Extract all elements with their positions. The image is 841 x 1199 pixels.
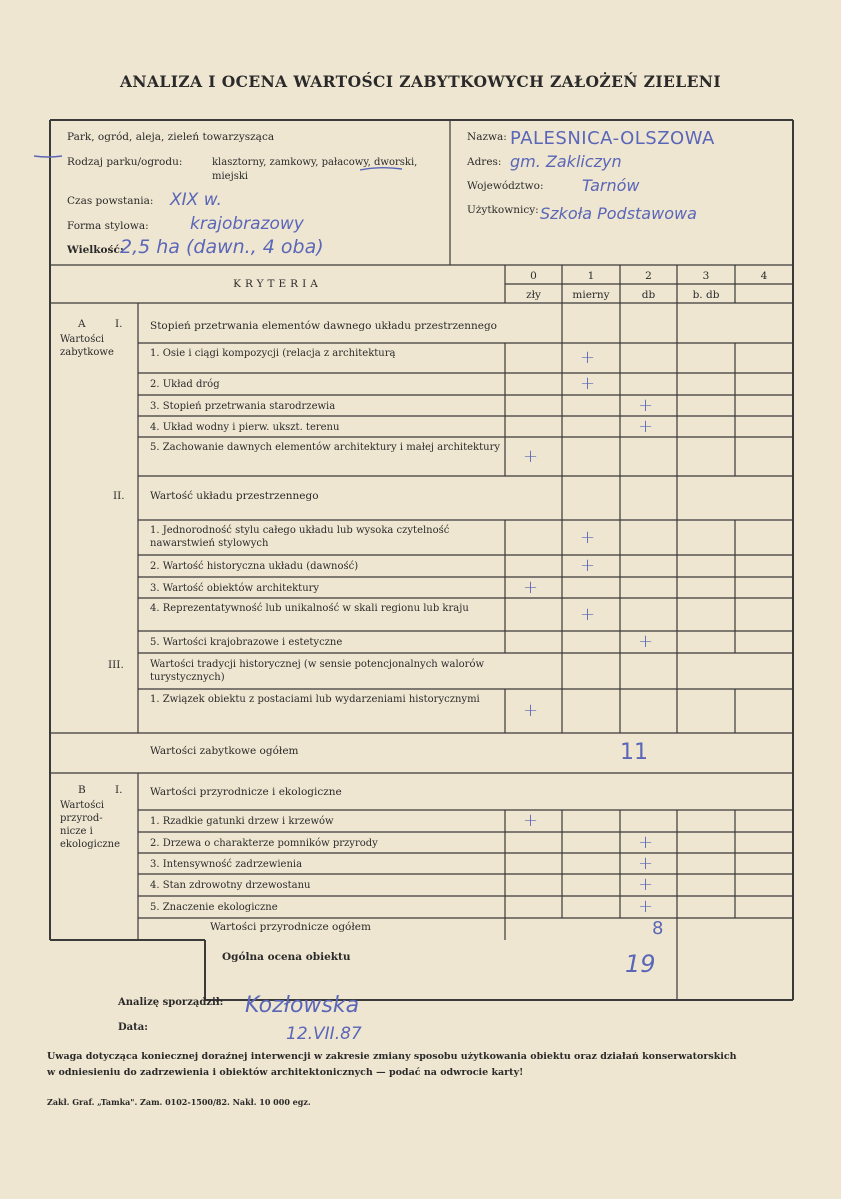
score-mark: + <box>638 394 654 416</box>
criterion-label: 1. Osie i ciągi kompozycji (relacja z architekturą <box>150 348 396 359</box>
wojewodztwo-label: Województwo: <box>467 180 544 192</box>
form-title: ANALIZA I OCENA WARTOŚCI ZABYTKOWYCH ZAŁOŻEŃ ZIELENI <box>119 72 721 91</box>
wielkosc-label: Wielkość: <box>67 244 124 256</box>
data-label: Data: <box>118 1022 148 1033</box>
sectionA-g1-title: Stopień przetrwania elementów dawnego układu przestrzennego <box>150 320 497 332</box>
criterion-label: 2. Drzewa o charakterze pomników przyrody <box>150 838 378 849</box>
score-mark: + <box>523 445 539 467</box>
kryteria-label: KRYTERIA <box>233 278 322 290</box>
scale-number-0: 0 <box>530 270 537 282</box>
sectionB-total-value: 8 <box>652 918 664 939</box>
sectionA-g2-title: Wartość układu przestrzennego <box>150 490 319 502</box>
scale-number-1: 1 <box>587 270 595 282</box>
score-mark: + <box>638 896 654 917</box>
data-value: 12.VII.87 <box>286 1024 362 1044</box>
score-mark: + <box>580 526 596 548</box>
score-mark: + <box>580 603 596 625</box>
wojewodztwo-value: Tarnów <box>582 176 640 195</box>
rodzaj-label: Rodzaj parku/ogrodu: <box>67 156 183 168</box>
forma-label: Forma stylowa: <box>67 220 149 232</box>
wielkosc-value: 2,5 ha (dawn., 4 oba) <box>120 236 324 258</box>
scale-number-4: 4 <box>760 270 768 282</box>
adres-label: Adres: <box>467 156 502 168</box>
scale-number-2: 2 <box>645 270 652 282</box>
printer-info: Zakł. Graf. „Tamka". Zam. 0102-1500/82. Nakł. 10 000 egz. <box>47 1097 311 1107</box>
criterion-label: 3. Intensywność zadrzewienia <box>150 859 303 870</box>
sectionA-total-label: Wartości zabytkowe ogółem <box>150 745 299 757</box>
score-mark: + <box>580 373 596 394</box>
criterion-label: 3. Stopień przetrwania starodrzewia <box>150 401 336 412</box>
overall-label: Ogólna ocena obiektu <box>222 951 351 963</box>
sectionB-side-label: Wartości przyrod- nicze i ekologiczne <box>60 800 121 850</box>
score-mark: + <box>638 831 654 853</box>
criterion-label: 5. Znaczenie ekologiczne <box>150 902 278 913</box>
sectionB-roman: I. <box>115 784 123 796</box>
note-line2: w odniesieniu do zadrzewienia i obiektów architektonicznych — podać na odwrocie karty! <box>47 1067 524 1078</box>
score-mark: + <box>523 576 539 598</box>
rodzaj-options: klasztorny, zamkowy, pałacowy, dworski, miejski <box>212 157 418 182</box>
note-line1: Uwaga dotycząca koniecznej doraźnej interwencji w zakresie zmiany sposobu użytkowania obiektu oraz działań konserwatorskich <box>47 1051 737 1062</box>
score-mark: + <box>638 415 654 437</box>
criterion-label: 5. Zachowanie dawnych elementów architektury i małej architektury <box>150 442 501 453</box>
criterion-label: 1. Związek obiektu z postaciami lub wydarzeniami historycznymi <box>150 694 480 705</box>
criterion-label: 4. Stan zdrowotny drzewostanu <box>150 880 311 891</box>
sectionB-title: Wartości przyrodnicze i ekologiczne <box>150 786 342 798</box>
scale-word: db <box>641 289 656 301</box>
sectionB-letter: B <box>78 784 86 796</box>
criterion-label: 2. Układ dróg <box>150 379 220 390</box>
nazwa-label: Nazwa: <box>467 131 507 143</box>
sectionA-total-value: 11 <box>620 740 648 765</box>
analize-value: Kozłowska <box>245 993 360 1018</box>
score-mark: + <box>638 874 654 895</box>
sectionA-roman-II: II. <box>113 490 125 502</box>
criterion-label: 4. Układ wodny i pierw. ukszt. terenu <box>150 422 340 433</box>
scale-number-3: 3 <box>702 270 710 282</box>
score-mark: + <box>638 852 654 874</box>
uzytkownicy-value: Szkoła Podstawowa <box>540 204 697 223</box>
overall-value: 19 <box>625 950 656 978</box>
criterion-label: 4. Reprezentatywność lub unikalność w skali regionu lub kraju <box>150 603 469 614</box>
scale-word: b. db <box>692 289 720 301</box>
nazwa-value: PALESNICA-OLSZOWA <box>510 128 715 149</box>
analize-label: Analizę sporządził: <box>118 997 224 1008</box>
sectionA-letter: A <box>78 318 86 330</box>
czas-value: XIX w. <box>170 190 222 210</box>
sectionA-g3-title: Wartości tradycji historycznej (w sensie potencjonalnych walorów turystycznych) <box>150 659 485 683</box>
score-mark: + <box>638 631 654 652</box>
criterion-label: 5. Wartości krajobrazowe i estetyczne <box>150 637 343 648</box>
criterion-label: 2. Wartość historyczna układu (dawność) <box>150 561 359 572</box>
adres-value: gm. Zakliczyn <box>510 152 622 171</box>
czas-label: Czas powstania: <box>67 195 154 207</box>
scale-word: zły <box>526 289 541 301</box>
score-mark: + <box>523 810 539 831</box>
sectionB-total-label: Wartości przyrodnicze ogółem <box>210 921 371 933</box>
sectionA-side-label: Wartości zabytkowe <box>60 334 114 358</box>
score-mark: + <box>580 347 596 368</box>
uzytkownicy-label: Użytkownicy: <box>467 204 539 216</box>
score-mark: + <box>523 700 539 721</box>
criterion-label: 1. Rzadkie gatunki drzew i krzewów <box>150 816 334 827</box>
sectionA-roman-III: III. <box>108 659 124 671</box>
score-mark: + <box>580 555 596 576</box>
park-label: Park, ogród, aleja, zieleń towarzysząca <box>67 131 275 143</box>
forma-value: krajobrazowy <box>190 214 304 234</box>
criterion-label: 3. Wartość obiektów architektury <box>150 583 320 594</box>
sectionA-roman: I. <box>115 318 123 330</box>
criterion-label: 1. Jednorodność stylu całego układu lub wysoka czytelność nawarstwień stylowych <box>150 525 450 549</box>
scale-word: mierny <box>572 289 610 301</box>
